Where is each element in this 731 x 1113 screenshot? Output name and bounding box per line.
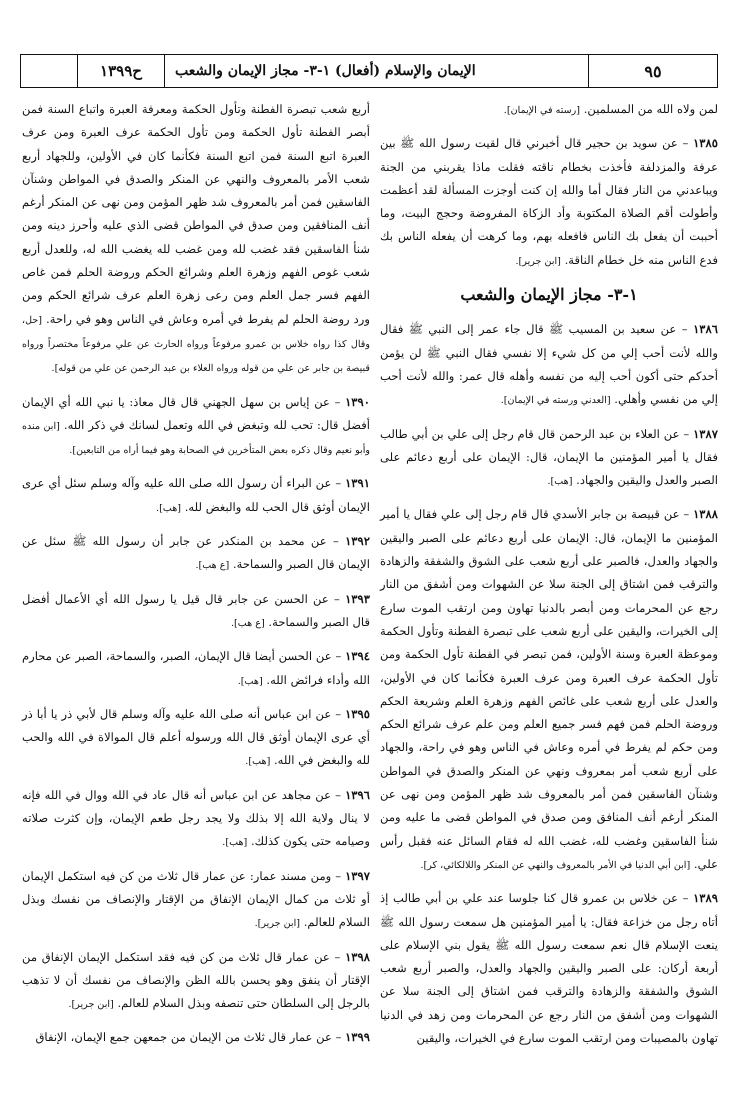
hadith-number: ١٣٩٢ (345, 534, 370, 549)
hadith-entry-1393 (22, 588, 370, 636)
running-title: الإيمان والإسلام (أفعال) ١-٣- مجاز الإيمان والشعب (164, 55, 588, 87)
hadith-text: – عن قبيصة بن جابر الأسدي قال قام رجل إلى علي فقال يا أمير المؤمنين ما الإيمان، قال: الإيمان على أربع دعائم على الصبر واليقين والجهاد والعدل، فالصبر على أربع شعب على الشوق والشفقة والزهادة والترقب فمن اشتاق إلى الجنة سلا عن الشهوات ومن أشفق من النار رجع عن المحرمات ومن أبصر بالدنيا تهاون ومن ارتقب الموت سارع إلى الخيرات، واليقين على أربع شعب على تبصرة الفطنة وتأول الحكمة وموعظة العبرة وسنة الأولين، فمن تبصر في الفطنة تأول الحكمة ومن تأول الحكمة عرف العبرة ومن عرف العبرة فكأنما كان في الأولين، والعدل على أربع شعب على غائص الفهم وزهرة العلم وشريعة الحكم وروضة الحلم فمن فهم فسر جميع العلم ومن علم عرف شرائع الحكم ومن حكم لم يفرط في أمره وعاش في الناس وهو في راحة، والجهاد على أربع شعب أمر بمعروف ونهي عن المنكر والصدق في المواطن وشنآن الفاسقين فمن أمر بالمعروف شد ظهر المؤمن ومن نهى عن المنكر أرغم أنف المنافق ومن صدق في المواطن قضى ما عليه ومن شنأ الفاسقين وغضب لله، غضب الله له فقام السائل عنه فقبل رأس علي. (380, 507, 718, 871)
hadith-entry-1388 (380, 503, 718, 877)
hadith-entry-1386 (380, 318, 718, 412)
hadith-reference: [ع هب]. (195, 560, 230, 572)
hadith-number: ١٣٩٧ (345, 868, 370, 883)
hadith-text: – عن ابن عباس أنه صلى الله عليه وآله وسلم قال لأبي ذر يا أبا ذر أي عرى الإيمان أوثق قال الله ورسوله أعلم قال الموالاة في الله والحب لله والبغض في الله. (22, 706, 370, 768)
right-column (380, 98, 718, 1060)
continuation-reference: [حل، وقال كذا رواه خلاس بن عمرو مرفوعاً ورواه الحارث عن علي مرفوعاً مختصراً ورواه قبيصة بن جابر عن علي من قوله ورواه العلاء بن عبد الرحمن عن علي من قوله]. (22, 314, 370, 375)
hadith-text: – عن الحسن أيضا قال الإيمان، الصبر، والسماحة، الصبر عن محارم الله وأداء فرائض الله. (22, 649, 370, 687)
section-title: ١-٣- مجاز الإيمان والشعب (460, 285, 638, 305)
hadith-number: ١٣٨٩ (693, 891, 718, 906)
hadith-entry-1397 (22, 865, 370, 936)
hadith-reference: [العدني ورسته في الإيمان]. (500, 395, 611, 407)
continuation-text: أربع شعب تبصرة الفطنة وتأول الحكمة ومعرفة العبرة واتباع السنة فمن أبصر الفطنة تأول الحكمة ومن تأول الحكمة عرف العبرة ومن عرف العبرة اتبع السنة فمن اتبع السنة فكأنما كان في الأولين، وللجهاد أربع شعب الأمر بالمعروف والنهي عن المنكر والصدق في المواطن وشنآن الفاسقين فمن أمر بالمعروف شد ظهر المؤمن ومن نهى عن المنكر أرغم أنف المنافقين ومن صدق في المواطن قضى الذي عليه وأحرز دينه ومن شنأ الفاسقين فقد غضب لله ومن غضب لله يغضب الله له، وللعدل أربع شعب غوص الفهم وزهرة العلم وشرائع الحكم وروضة الحلم فمن غاص الفهم فسر جمل العلم ومن رعى زهرة العلم عرف شرائع الحكم ومن ورد روضة الحلم لم يفرط في أمره وعاش في الناس وهو في راحة. (22, 102, 371, 326)
hadith-text: – عن العلاء بن عبد الرحمن قال قام رجل إلى علي بن أبي طالب فقال يا أمير المؤمنين ما الإيمان، قال: الإيمان على أربع دعائم على الصبر والعدل واليقين والجهاد. (380, 426, 718, 488)
hadith-text: – عن خلاس بن عمرو قال كنا جلوسا عند علي بن أبي طالب إذ أتاه رجل من خزاعة فقال: يا أمير المؤمنين هل سمعت رسول الله ﷺ ينعت الإسلام قال نعم سمعت رسول الله ﷺ يقول بني الإسلام على أربعة أركان: على الصبر واليقين والجهاد والعدل، والصبر أربع شعب الشوق والشفقة والزهادة والترقب فمن اشتاق إلى الجنة سلا عن الشهوات ومن أشفق من النار رجع عن المحرمات ومن زهد في الدنيا تهاون بالمصيبات ومن ارتقب الموت سارع في الخيرات، واليقين (380, 891, 718, 1045)
hadith-reference: [هب]. (156, 502, 182, 514)
hadith-number: ١٣٨٨ (693, 507, 718, 522)
hadith-reference: [ابن جرير]. (68, 999, 114, 1011)
hadith-range-label: ح١٣٩٩ (77, 55, 164, 87)
hadith-text: – ومن مسند عمار: عن عمار قال ثلاث من كن فيه استكمل الإيمان أو ثلاث من كمال الإيمان الإنفاق من الإقتار والإنصاف من نفسك وبذل السلام للعالم. (22, 868, 370, 930)
hadith-number: ١٣٩٥ (345, 706, 370, 721)
book-page (8, 6, 722, 1106)
hadith-text: – عن عمار قال ثلاث من الإيمان من جمعهن جمع الإيمان، الإنفاق (35, 1030, 346, 1045)
hadith-reference: [ابن أبي الدنيا في الأمر بالمعروف والنهي عن المنكر واللالكائي، كر]. (420, 859, 691, 871)
hadith-entry-1390 (22, 391, 370, 463)
hadith-text: – عن سويد بن حجير قال أخبرني قال لقيت رسول الله ﷺ بين عرفة والمزدلفة فأخذت بخطام ناقته فقلت ماذا يقربني من الجنة ويباعدني من النار فقال أما والله إن كنت أوجزت المسألة لقد أعظمت وأطولت أقم الصلاة المكتوبة وأد الزكاة المفروضة وحجج البيت، وما أحببت أن يفعل بك الناس فافعله بهم، وما كرهت أن يفعله الناس بك فدع الناس منه خل خطام الناقة. (380, 136, 718, 267)
intro-paragraph (380, 98, 718, 122)
hadith-text: – عن الحسن عن جابر قال قيل يا رسول الله أي الأعمال أفضل قال الصبر والسماحة. (22, 591, 370, 629)
hadith-number: ١٣٩٩ (345, 1030, 370, 1045)
hadith-reference: [هب]. (237, 675, 263, 687)
intro-reference: [رسته في الإيمان]. (503, 105, 581, 116)
hadith-number: ١٣٩٣ (345, 591, 370, 606)
hadith-entry-1392 (22, 530, 370, 578)
hadith-reference: [ابن جرير]. (515, 255, 561, 267)
hadith-text: – عن مجاهد عن ابن عباس أنه قال عاد في الله ووال في الله فإنه لا ينال ولاية الله إلا بذلك ولا يجد رجل طعم الإيمان، وإن كثرت صلاته وصيامه حتى يكون كذلك. (22, 787, 370, 849)
hadith-number: ١٣٩٠ (345, 394, 370, 409)
hadith-entry-1398 (22, 946, 370, 1017)
hadith-text: – عن محمد بن المنكدر عن جابر أن رسول الله ﷺ سئل عن الإيمان قال الصبر والسماحة. (22, 534, 370, 572)
hadith-reference: [ع هب]. (230, 617, 265, 629)
intro-text: لمن ولاه الله من المسلمين. (583, 102, 718, 116)
header-blank-cell (21, 55, 77, 87)
hadith-entry-1389 (380, 887, 718, 1050)
running-header (20, 54, 718, 88)
hadith-entry-1394 (22, 645, 370, 693)
hadith-reference: [هب]. (547, 476, 573, 488)
hadith-number: ١٣٩٨ (345, 949, 370, 964)
hadith-number: ١٣٨٧ (693, 426, 718, 441)
hadith-entry-1385 (380, 132, 718, 273)
hadith-text: – عن البراء أن رسول الله صلى الله عليه وآله وسلم سئل أي عرى الإيمان أوثق قال الحب لله والبغض لله. (22, 476, 370, 514)
hadith-text: – عن إياس بن سهل الجهني قال قال معاذ: يا نبي الله أي الإيمان أفضل قال: تحب لله وتبغض في الله وتعمل لسانك في ذكر الله. (22, 394, 371, 432)
hadith-entry-1387 (380, 423, 718, 494)
hadith-number: ١٣٩٦ (345, 787, 370, 802)
hadith-number: ١٣٨٥ (693, 136, 718, 151)
hadith-reference: [هب]. (245, 756, 271, 768)
hadith-text: – عن سعيد بن المسيب ﷺ قال جاء عمر إلى النبي ﷺ فقال والله لأنت أحب إلي من كل شيء إلا نفسي فقال النبي ﷺ لن يؤمن أحدكم حتى أكون أحب إليه من نفسه وأهله قال عمر: والله لأنت أحب إلي من نفسي وأهلي. (380, 322, 718, 407)
hadith-entry-1396 (22, 784, 370, 855)
hadith-reference: [هب]. (222, 837, 248, 849)
hadith-number: ١٣٨٦ (693, 322, 718, 337)
hadith-number: ١٣٩٤ (345, 649, 370, 664)
hadith-reference: [ابن جرير]. (254, 918, 300, 930)
left-column (22, 98, 370, 1060)
hadith-entry-1399 (22, 1026, 370, 1049)
page-number: ٩٥ (588, 55, 717, 87)
hadith-reference: [ابن منده وأبو نعيم وقال ذكره بعض المتأخرين في الصحابة وهو فيما أراه من التابعين]. (22, 420, 370, 457)
hadith-entry-1391 (22, 472, 370, 520)
hadith-number: ١٣٩١ (345, 476, 370, 491)
hadith-entry-1395 (22, 703, 370, 774)
hadith-text: – عن عمار قال ثلاث من كن فيه فقد استكمل الإيمان الإنفاق من الإقتار أن ينفق وهو يحسن بالله الظن والإنصاف من نفسك أن لا تذهب بالرجل إلى السلطان حتى تنصفه وبذل السلام للعالم. (22, 949, 370, 1011)
continuation-paragraph (22, 98, 370, 381)
